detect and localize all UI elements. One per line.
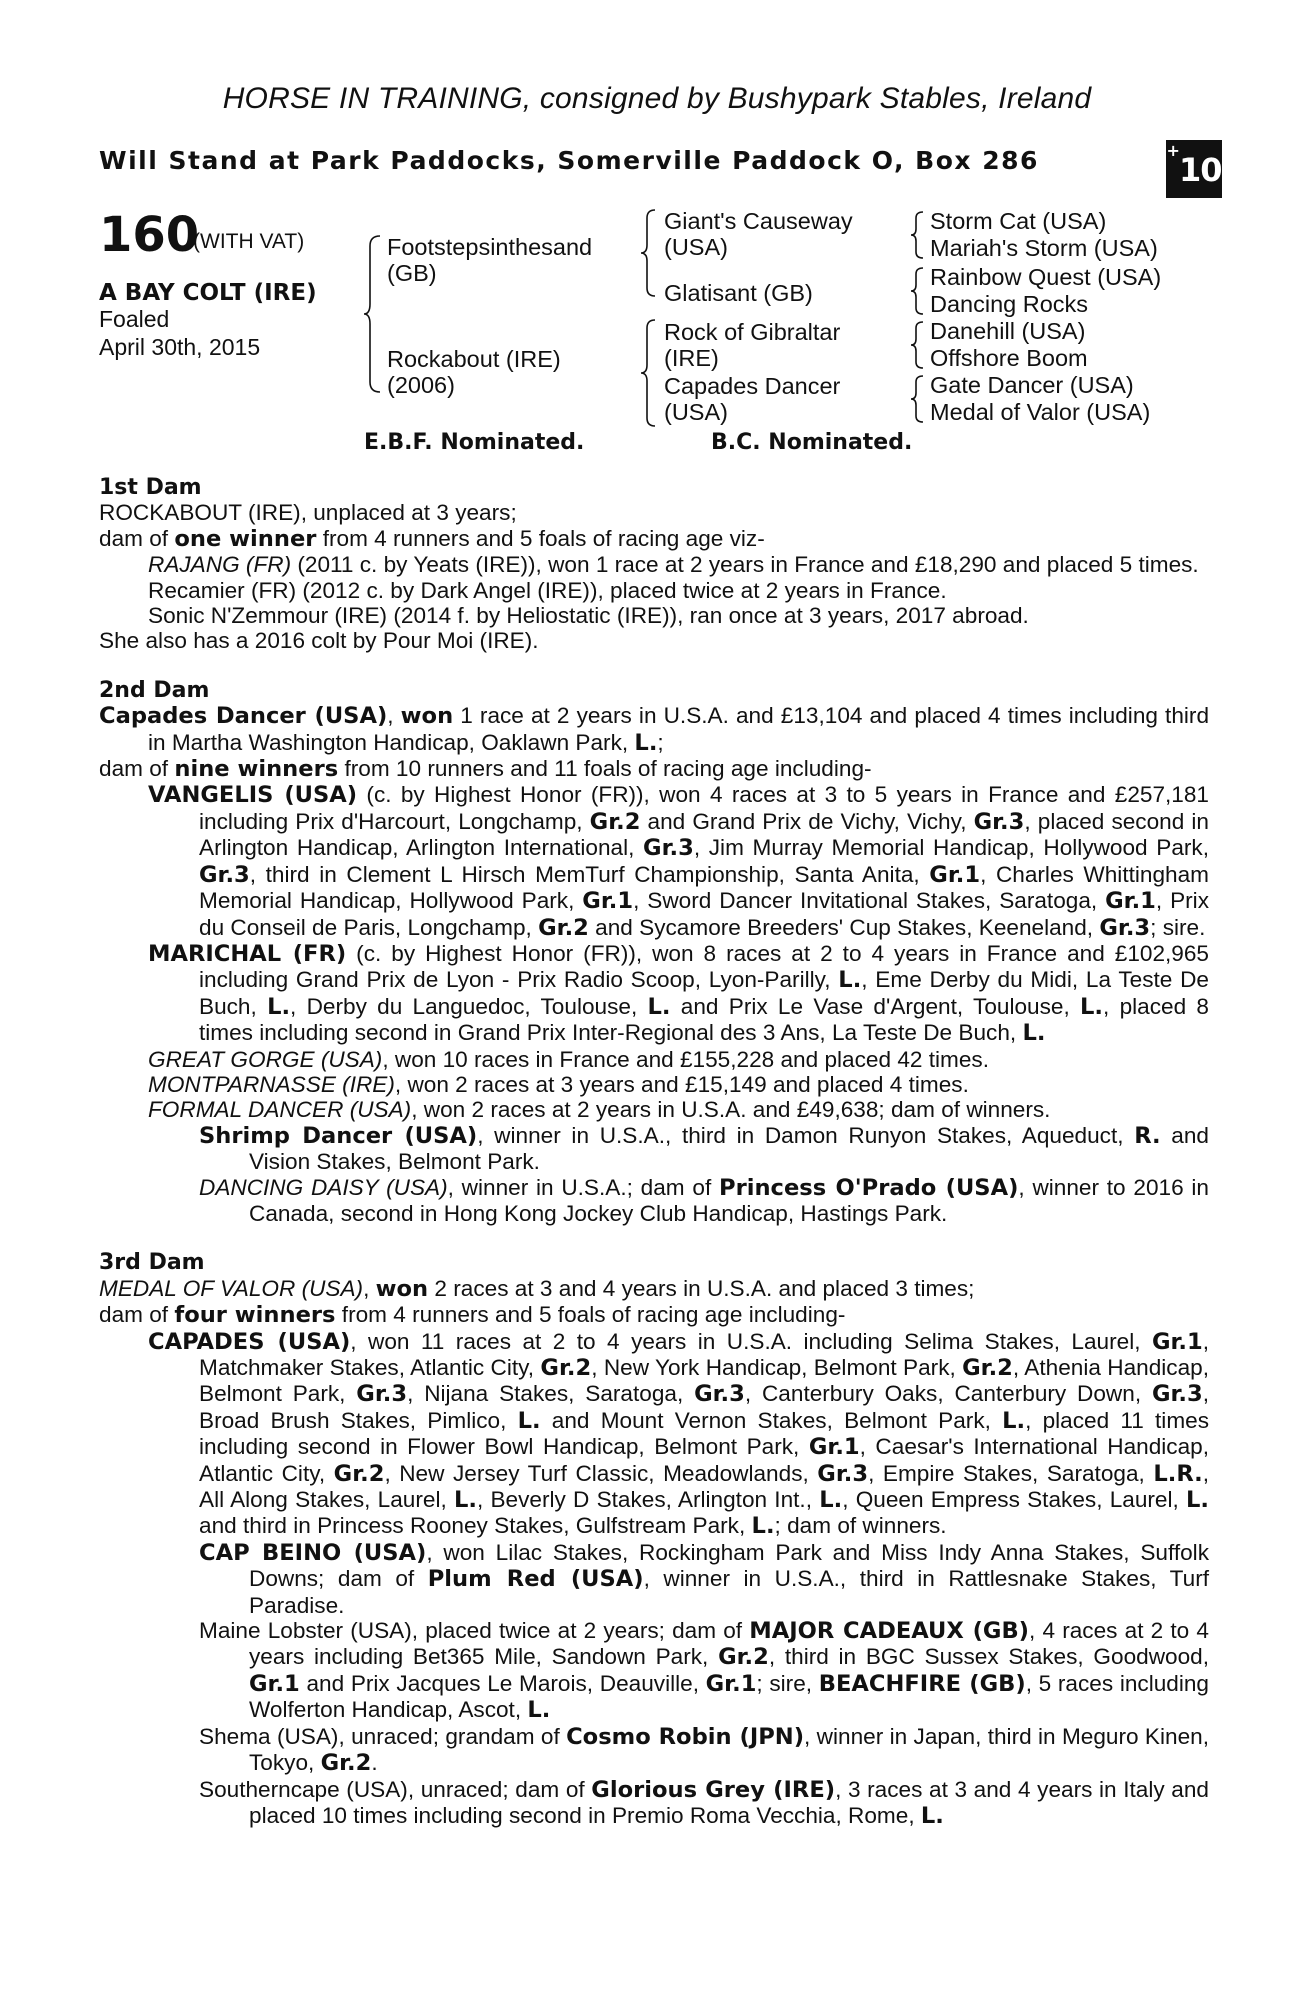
lot-badge (1166, 140, 1222, 198)
text: , Derby du Languedoc, Toulouse, (290, 993, 648, 1019)
grade: Gr.3 (199, 861, 250, 888)
first-dam-produce-intro (99, 526, 1209, 552)
g4-name: Medal of Valor (USA) (930, 398, 1151, 425)
text: (c. by Highest Honor (FR)), won 4 races at 3 to 5 years in France and £257,181 including Prix d'Harcourt, Longchamp, (199, 782, 1210, 834)
g4-name: Dancing Rocks (930, 290, 1089, 317)
text: , won 2 races at 3 years and £15,149 and placed 4 times. (394, 1071, 969, 1097)
pedigree-brace-sire (639, 208, 657, 298)
grade: Gr.1 (1105, 888, 1156, 915)
text: , Broad Brush Stakes, Pimlico, (199, 1381, 1209, 1433)
produce-name: Cosmo Robin (JPN) (566, 1723, 805, 1750)
grandproduce-entry (99, 1175, 1209, 1227)
grade: L. (267, 993, 291, 1020)
grade: Gr.1 (1151, 1328, 1203, 1355)
text: , New Jersey Turf Classic, Meadowlands, (384, 1460, 818, 1486)
produce-entry (99, 1329, 1209, 1540)
badge-plus: + (1166, 141, 1179, 160)
grandproduce-entry (99, 1777, 1209, 1830)
produce-name: RAJANG (FR) (148, 552, 292, 578)
grade: Gr.3 (1099, 914, 1151, 941)
pedigree-dam (387, 346, 561, 398)
text: , third in BGC Sussex Stakes, Goodwood, (768, 1644, 1209, 1670)
text: and third in Princess Rooney Stakes, Gulfstream Park, (199, 1513, 752, 1539)
text: 2 races at 3 and 4 years in U.S.A. and placed 3 times; (428, 1275, 975, 1301)
text: , (363, 1275, 376, 1301)
sire-dam-name: Glatisant (GB) (664, 280, 813, 306)
pedigree-brace-g4-4 (909, 374, 925, 424)
text: (2011 c. by Yeats (IRE)), won 1 race at 2 years in France and £18,290 and placed 5 times. (291, 552, 1199, 578)
text: , Caesar's International Handicap, Atlantic City, (199, 1434, 1209, 1486)
grade: L.R. (1153, 1460, 1203, 1487)
grandproduce-entry (99, 1123, 1209, 1175)
text: and Sycamore Breeders' Cup Stakes, Keeneland, (588, 914, 1100, 940)
text: from 4 runners and 5 foals of racing age including- (335, 1302, 846, 1328)
pedigree-brace-main (362, 234, 382, 394)
second-dam-produce-intro (99, 756, 1209, 782)
grade: L. (1022, 1020, 1046, 1047)
dam-name: Rockabout (IRE) (387, 346, 561, 372)
first-dam-line: ROCKABOUT (IRE), unplaced at 3 years; (99, 500, 517, 526)
text: ; dam of winners. (774, 1513, 947, 1539)
second-dam-entry (99, 703, 1209, 756)
text: , Eme Derby du Midi, La Teste De Buch, (199, 967, 1209, 1019)
third-dam-heading: 3rd Dam (99, 1250, 205, 1276)
text: ; sire. (1150, 914, 1206, 940)
grandproduce-entry (99, 1618, 1209, 1724)
text: and Prix Le Vase d'Argent, Toulouse, (670, 993, 1081, 1019)
produce-entry (99, 1097, 1209, 1122)
grade: Gr.2 (589, 808, 641, 835)
text: , won 10 races in France and £155,228 and placed 42 times. (382, 1046, 989, 1072)
text: , Sword Dancer Invitational Stakes, Saratoga, (633, 888, 1106, 914)
text: from 4 runners and 5 foals of racing age viz- (316, 525, 765, 551)
produce-name: MARICHAL (FR) (148, 940, 347, 967)
grade: L. (1002, 1407, 1026, 1434)
dam-sire-origin: (IRE) (664, 345, 719, 371)
first-dam-note: She also has a 2016 colt by Pour Moi (IRE). (99, 628, 539, 654)
text: , Queen Empress Stakes, Laurel, (842, 1487, 1186, 1513)
produce-name: Plum Red (USA) (427, 1566, 644, 1593)
page-title: HORSE IN TRAINING, consigned by Bushypark Stables, Ireland (222, 82, 1092, 115)
text: (c. by Highest Honor (FR)), won 8 races at 2 to 4 years in France and £102,965 including Grand Prix de Lyon - Prix Radio Scoop, Lyon-Parilly, (199, 940, 1210, 993)
pedigree-dam-sire (664, 319, 840, 371)
text: ; sire, (756, 1670, 819, 1696)
produce-entry (99, 1047, 1209, 1072)
second-dam-heading: 2nd Dam (99, 677, 210, 703)
grade: L. (517, 1407, 541, 1434)
produce-entry: Sonic N'Zemmour (IRE) (2014 f. by Heliostatic (IRE)), ran once at 3 years, 2017 abroad. (148, 603, 1029, 629)
grandproduce-entry (99, 1724, 1209, 1777)
produce-name: GREAT GORGE (USA) (148, 1046, 383, 1072)
text: , placed second in Arlington Handicap, Arlington International, (199, 808, 1209, 861)
g4-name: Storm Cat (USA) (930, 208, 1107, 234)
grade: L. (751, 1513, 775, 1540)
text: , placed 8 times including second in Grand Prix Inter-Regional des 3 Ans, La Teste De Buch, (199, 993, 1209, 1046)
text: , winner in U.S.A., third in Rattlesnake Stakes, Turf Paradise. (249, 1566, 1209, 1618)
text: Maine Lobster (USA), placed twice at 2 years; dam of (199, 1618, 750, 1644)
grade: Gr.2 (718, 1644, 769, 1671)
text: , Beverly D Stakes, Arlington Int., (476, 1487, 820, 1513)
grade: L. (647, 993, 671, 1020)
produce-entry (99, 941, 1209, 1047)
produce-entry (99, 1072, 1209, 1097)
dam-year: (2006) (387, 372, 455, 398)
grade: Gr.1 (705, 1670, 757, 1697)
pedigree-brace-g4-1 (909, 210, 925, 260)
text: 1 race at 2 years in U.S.A. and £13,104 and placed 4 times including third in Martha Washington Handicap, Oaklawn Park, (148, 703, 1210, 755)
grade: L. (1186, 1487, 1209, 1514)
text: , 5 races including Wolferton Handicap, Ascot, (249, 1670, 1210, 1723)
text: Shema (USA), unraced; grandam of (199, 1723, 567, 1749)
text: , Jim Murray Memorial Handicap, Hollywood Park, (693, 835, 1210, 861)
grade: Gr.3 (694, 1381, 745, 1408)
grade: L. (838, 967, 862, 994)
g4-name: Gate Dancer (USA) (930, 372, 1134, 398)
produce-name: BEACHFIRE (GB) (818, 1670, 1026, 1697)
text: , won Lilac Stakes, Rockingham Park and Miss Indy Anna Stakes, Suffolk Downs; dam of (249, 1539, 1209, 1592)
text: , won 2 races at 2 years in U.S.A. and £49,638; dam of winners. (411, 1097, 1051, 1123)
bc-nominated: B.C. Nominated. (711, 430, 913, 455)
text: , Matchmaker Stakes, Atlantic City, (199, 1328, 1210, 1380)
winner-count: four winners (174, 1302, 336, 1329)
text: Southerncape (USA), unraced; dam of (199, 1776, 592, 1802)
text: . (371, 1750, 378, 1776)
text: and Prix Jacques Le Marois, Deauville, (299, 1670, 706, 1696)
text: and Mount Vernon Stakes, Belmont Park, (540, 1407, 1003, 1433)
grade: Gr.3 (973, 808, 1025, 835)
pedigree-dam-dam (664, 373, 840, 425)
grade: Gr.3 (356, 1381, 408, 1408)
grade: Gr.2 (540, 1355, 592, 1381)
grade: L. (453, 1487, 477, 1514)
stand-location: Will Stand at Park Paddocks, Somerville Paddock O, Box 286 (99, 146, 1039, 175)
produce-entry: Recamier (FR) (2012 c. by Dark Angel (IRE)), placed twice at 2 years in France. (148, 577, 947, 603)
text: , 4 races at 2 to 4 years including Bet365 Mile, Sandown Park, (249, 1618, 1209, 1670)
text: and Grand Prix de Vichy, Vichy, (640, 808, 974, 834)
text: dam of (99, 525, 175, 551)
text: , winner in Japan, third in Meguro Kinen, Tokyo, (249, 1723, 1209, 1776)
grade: L. (920, 1802, 944, 1829)
lot-number: 160 (99, 207, 200, 263)
badge-number: 10 (1178, 151, 1222, 189)
pedigree-sire (387, 234, 592, 286)
grade: Gr.2 (962, 1355, 1013, 1381)
third-dam-entry (99, 1276, 1209, 1302)
grade: L. (819, 1487, 843, 1514)
text: , placed 11 times including second in Flower Bowl Handicap, Belmont Park, (199, 1407, 1210, 1460)
produce-entry (99, 552, 1209, 577)
dam-dam-name: Capades Dancer (664, 373, 841, 399)
grade: L. (634, 729, 658, 756)
grade: Gr.2 (538, 914, 589, 941)
dam-dam-origin: (USA) (664, 399, 728, 425)
produce-name: Glorious Grey (IRE) (591, 1776, 836, 1803)
dam-sire-name: Rock of Gibraltar (664, 319, 841, 345)
produce-name: CAP BEINO (USA) (199, 1539, 427, 1566)
g4-name: Offshore Boom (930, 344, 1088, 371)
produce-name: VANGELIS (USA) (148, 782, 358, 809)
dam-name: MEDAL OF VALOR (USA) (99, 1275, 364, 1301)
text: , Nijana Stakes, Saratoga, (407, 1381, 695, 1407)
text: dam of (99, 756, 175, 782)
text: , winner in U.S.A.; dam of (447, 1174, 720, 1200)
dam-name: Capades Dancer (USA) (99, 703, 388, 730)
vat-note: (WITH VAT) (193, 230, 305, 253)
text: , New York Handicap, Belmont Park, (591, 1355, 963, 1380)
horse-name: A BAY COLT (IRE) (99, 280, 317, 306)
text: , Empire Stakes, Saratoga, (868, 1460, 1154, 1486)
sire-sire-origin: (USA) (664, 234, 728, 260)
g4-name: Mariah's Storm (USA) (930, 234, 1158, 261)
sire-name: Footstepsinthesand (387, 234, 593, 260)
produce-name: Princess O'Prado (USA) (719, 1174, 1019, 1201)
g4-name: Danehill (USA) (930, 318, 1086, 344)
grade: Gr.1 (808, 1434, 860, 1461)
pedigree-brace-g4-2 (909, 266, 925, 316)
winner-count: one winner (174, 525, 317, 552)
grade: Gr.1 (929, 861, 981, 888)
won-label: won (375, 1275, 429, 1302)
text: , Prix du Conseil de Paris, Longchamp, (199, 888, 1209, 940)
pedigree-fourth-generation (930, 208, 1161, 425)
sire-origin: (GB) (387, 260, 437, 286)
pedigree-sire-dam (664, 280, 813, 306)
produce-entry (99, 782, 1209, 940)
grade: Gr.3 (817, 1460, 869, 1487)
text: and Vision Stakes, Belmont Park. (249, 1122, 1209, 1175)
grade: Gr.2 (320, 1750, 372, 1777)
g4-name: Rainbow Quest (USA) (930, 264, 1162, 290)
pedigree-brace-dam (639, 318, 657, 428)
won-label: won (400, 703, 454, 730)
sire-sire-name: Giant's Causeway (664, 208, 853, 234)
text: ; (657, 729, 664, 755)
text: , 3 races at 3 and 4 years in Italy and placed 10 times including second in Premio Roma Vecchia, Rome, (249, 1776, 1209, 1828)
text: , (387, 703, 401, 729)
produce-name: DANCING DAISY (USA) (199, 1174, 448, 1200)
produce-name: MONTPARNASSE (IRE) (148, 1071, 395, 1097)
foaled-date: April 30th, 2015 (99, 334, 261, 360)
text: , winner to 2016 in Canada, second in Hong Kong Jockey Club Handicap, Hastings Park. (249, 1174, 1209, 1226)
produce-name: FORMAL DANCER (USA) (148, 1097, 412, 1123)
produce-name: CAPADES (USA) (148, 1328, 351, 1355)
grade: Gr.3 (643, 835, 694, 862)
grade: Gr.1 (249, 1670, 300, 1697)
produce-name: MAJOR CADEAUX (GB) (749, 1618, 1029, 1645)
produce-name: Shrimp Dancer (USA) (199, 1122, 478, 1149)
third-dam-produce-intro (99, 1302, 1209, 1328)
text: , won 11 races at 2 to 4 years in U.S.A. including Selima Stakes, Laurel, (350, 1328, 1152, 1354)
ebf-nominated: E.B.F. Nominated. (364, 430, 585, 455)
first-dam-heading: 1st Dam (99, 475, 202, 500)
text: dam of (99, 1302, 175, 1328)
foaled-label: Foaled (99, 306, 170, 332)
grade: Gr.1 (582, 888, 634, 915)
text: from 10 runners and 11 foals of racing age including- (338, 756, 872, 782)
text: , Charles Whittingham Memorial Handicap, Hollywood Park, (199, 861, 1209, 914)
text: , Athenia Handicap, Belmont Park, (199, 1355, 1210, 1407)
pedigree-brace-g4-3 (909, 320, 925, 370)
text: , Canterbury Oaks, Canterbury Down, (744, 1381, 1152, 1407)
pedigree-details (99, 475, 1209, 1829)
grade: Gr.2 (333, 1460, 385, 1487)
grade: R. (1134, 1122, 1161, 1149)
text: , winner in U.S.A., third in Damon Runyon Stakes, Aqueduct, (477, 1122, 1135, 1148)
grade: L. (527, 1697, 551, 1724)
grade: Gr.3 (1151, 1381, 1203, 1408)
grade: L. (1080, 993, 1104, 1020)
winner-count: nine winners (174, 756, 339, 783)
text: , All Along Stakes, Laurel, (199, 1460, 1210, 1513)
text: , third in Clement L Hirsch MemTurf Championship, Santa Anita, (249, 861, 930, 887)
grandproduce-entry (99, 1540, 1209, 1618)
pedigree-sire-sire (664, 208, 853, 260)
